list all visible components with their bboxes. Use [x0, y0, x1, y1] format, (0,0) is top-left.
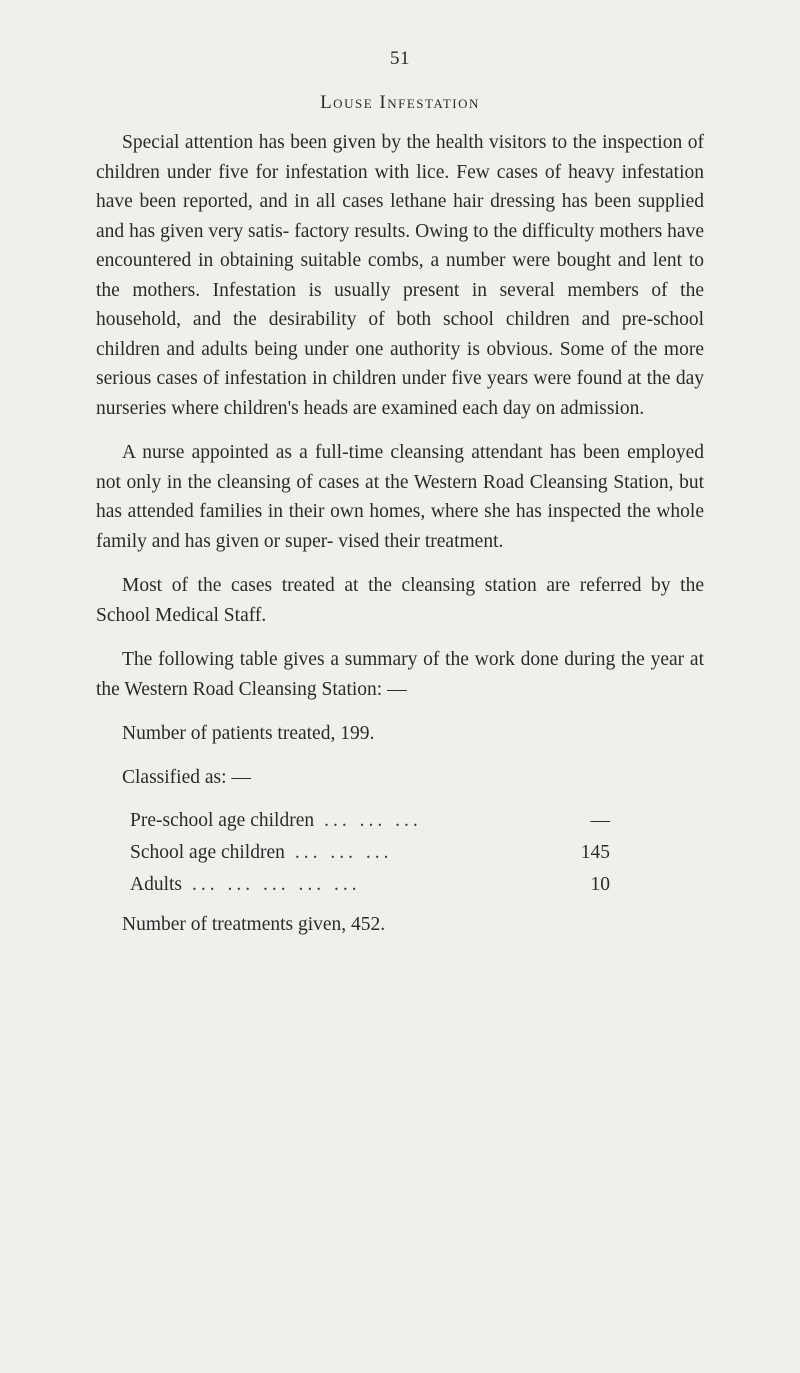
classified-line: Classified as: — — [122, 766, 251, 788]
paragraph-lice-inspection: Special attention has been given by the health visitors to the inspection of children under five for infestation with lice. Few cases of heavy infestation have been reported, and in all cases lethane hair dressing has been supplied and has given very satis- factory results. Owing to the difficulty mothers have encountered in obtaining suitable combs, a number were bought and lent to the mothers. Infestation is usually present in several members of the household, and the desirability of both school children and pre-school children and adults being under one authority is obvious. Some of the more serious cases of infestation in children under five years were found at the day nurseries where children's heads are examined each day on admission. — [96, 132, 704, 419]
category-value: 145 — [580, 842, 610, 863]
table-row — [130, 870, 610, 902]
table-row — [130, 838, 610, 870]
category-label: School age children — [130, 842, 285, 863]
treatments-given-line: Number of treatments given, 452. — [122, 914, 386, 935]
body-text — [96, 128, 704, 954]
paragraph-summary-intro: The following table gives a summary of the work done during the year at the Western Road Cleansing Station: — — [96, 649, 704, 700]
table-row — [130, 806, 610, 838]
leader-dots: ... ... ... ... ... — [192, 874, 361, 895]
page-number: 51 — [390, 48, 410, 69]
category-value: 10 — [590, 874, 610, 895]
section-title: Louse Infestation — [320, 92, 480, 113]
leader-dots: ... ... ... — [294, 842, 393, 863]
leader-dots: ... ... ... — [324, 810, 422, 831]
category-label: Adults — [130, 874, 183, 895]
classification-table — [96, 806, 704, 902]
category-value: — — [590, 810, 610, 831]
paragraph-cleansing-attendant: A nurse appointed as a full-time cleansing attendant has been employed not only in the cleansing of cases at the Western Road Cleansing Station, but has attended families in their own homes, where she has inspected the whole family and has given or super- vised their treatment. — [96, 442, 704, 552]
category-label: Pre-school age children — [130, 810, 315, 831]
paragraph-referrals: Most of the cases treated at the cleansing station are referred by the School Medical Staff. — [96, 575, 704, 626]
patients-treated-line: Number of patients treated, 199. — [122, 723, 375, 744]
